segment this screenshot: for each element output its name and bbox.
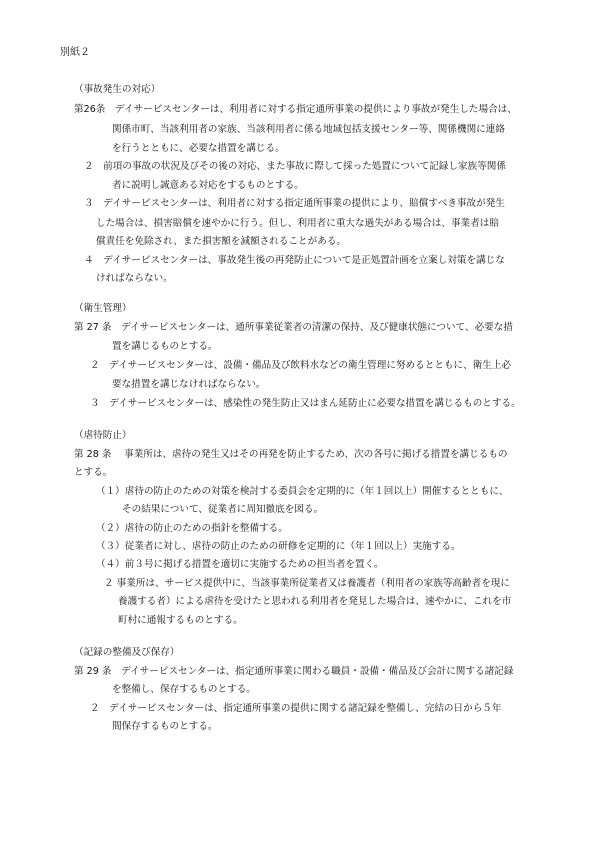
article-28-para-2-line-1: ２ 事業所は、サービス提供中に、当該事業所従業者又は養護者（利用者の家族等高齢者を現に bbox=[104, 578, 510, 589]
article-28-line-1: 第 28 条 事業所は、虐待の発生又はその再発を防止するため、次の各号に掲げる措置を講じるもの bbox=[74, 449, 508, 460]
article-26-para-4-line-1: ４ デイサービスセンターは、事故発生後の再発防止について是正処置計画を立案し対策を講じな bbox=[84, 255, 505, 266]
article-26-para-2-line-1: ２ 前項の事故の状況及びその後の対応、また事故に際して採った処置について記録し家族等関係 bbox=[84, 161, 506, 172]
article-26-line-2: 関係市町、当該利用者の家族、当該利用者に係る地域包括支援センター等、関係機関に連絡 bbox=[112, 124, 505, 135]
article-27-para-2-line-2: 要な措置を講じなければならない。 bbox=[112, 379, 266, 390]
section-heading: （衛生管理） bbox=[74, 303, 132, 314]
article-28-para-2-line-3: 町村に通報するものとする。 bbox=[118, 615, 243, 626]
article-28-line-2: とする。 bbox=[74, 467, 113, 478]
article-28-item-4: （４）前３号に掲げる措置を適切に実施するための担当者を置く。 bbox=[96, 559, 384, 570]
article-27-line-2: 置を講じるものとする。 bbox=[112, 341, 218, 352]
attachment-label: 別紙２ bbox=[60, 47, 90, 58]
article-27-line-1: 第 27 条 デイサービスセンターは、通所事業従業者の清潔の保持、及び健康状態について、必要な措 bbox=[74, 322, 513, 333]
article-26-line-1: 第26条 デイサービスセンターは、利用者に対する指定通所事業の提供により事故が発生した場合は、 bbox=[74, 104, 517, 115]
article-29-para-2-line-2: 間保存するものとする。 bbox=[112, 721, 218, 732]
article-26-para-3-line-2: した場合は、損害賠償を速やかに行う。但し、利用者に重大な過失がある場合は、事業者は賠 bbox=[96, 218, 499, 229]
article-29-line-2: を整備し、保存するものとする。 bbox=[112, 684, 256, 695]
article-28-item-1-line-1: （１）虐待の防止のための対策を検討する委員会を定期的に（年１回以上）開催するとともに、 bbox=[96, 486, 509, 497]
article-26-para-3-line-1: ３ デイサービスセンターは、利用者に対する指定通所事業の提供により、賠償すべき事故が発生 bbox=[84, 198, 505, 209]
article-27-para-2-line-1: ２ デイサービスセンターは、設備・備品及び飲料水などの衛生管理に努めるとともに、衛生上必 bbox=[90, 360, 512, 371]
article-28-item-2: （２）虐待の防止のための指針を整備する。 bbox=[96, 523, 288, 534]
article-28-item-1-line-2: その結果について、従業者に周知徹底を図る。 bbox=[122, 504, 324, 515]
article-29-line-1: 第 29 条 デイサービスセンターは、指定通所事業に関わる職員・設備・備品及び会計に関する諸記録 bbox=[74, 666, 514, 677]
article-26-para-2-line-2: 者に説明し誠意ある対応をするものとする。 bbox=[112, 180, 304, 191]
article-28-para-2-line-2: 養護する者）による虐待を受けたと思われる利用者を発見した場合は、速やかに、これを市 bbox=[118, 596, 512, 607]
article-26-para-4-line-2: ければならない。 bbox=[96, 273, 173, 284]
section-heading: （事故発生の対応） bbox=[74, 84, 161, 95]
section-heading: （記録の整備及び保存） bbox=[74, 647, 180, 658]
article-29-para-2-line-1: ２ デイサービスセンターは、指定通所事業の提供に関する諸記録を整備し、完結の日から５年 bbox=[90, 703, 502, 714]
article-26-para-3-line-3: 償責任を免除され、また損害額を減額されることがある。 bbox=[96, 236, 347, 247]
article-27-para-3-line-1: ３ デイサービスセンターは、感染性の発生防止又はまん延防止に必要な措置を講じるものとする。 bbox=[90, 398, 521, 409]
section-heading: （虐待防止） bbox=[74, 430, 132, 441]
article-28-item-3: （３）従業者に対し、虐待の防止のための研修を定期的に（年１回以上）実施する。 bbox=[96, 541, 461, 552]
article-26-line-3: を行うとともに、必要な措置を講じる。 bbox=[112, 143, 285, 154]
